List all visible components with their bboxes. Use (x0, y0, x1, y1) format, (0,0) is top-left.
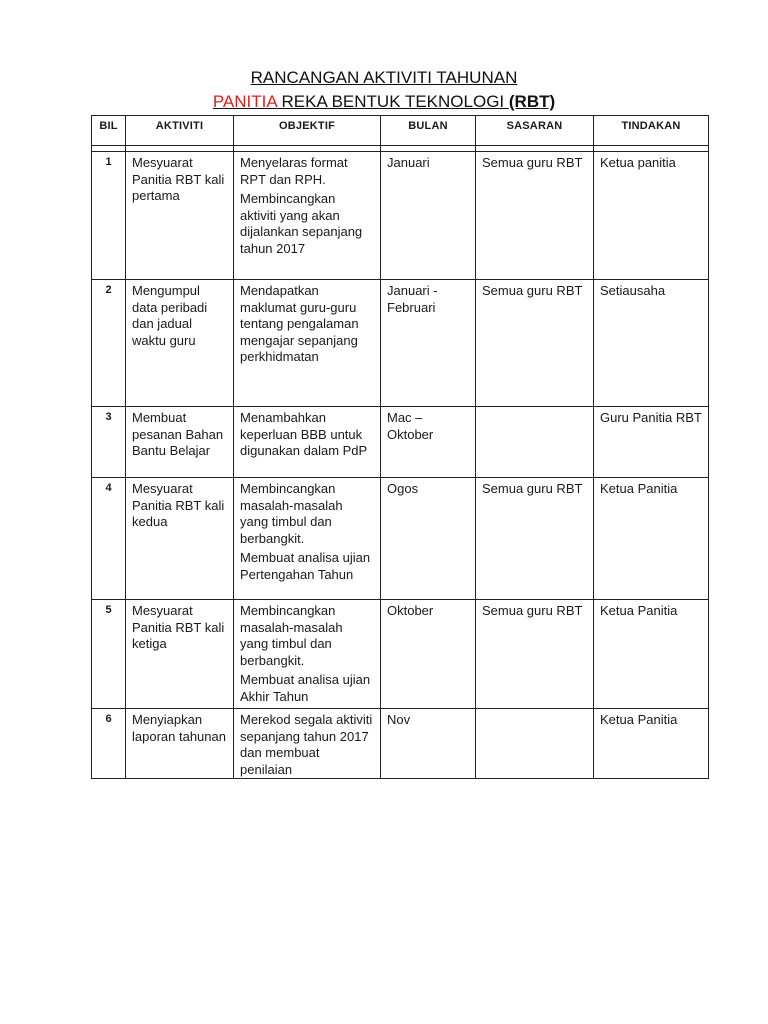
table-header-row (92, 116, 709, 146)
objektif-text: Merekod segala aktiviti sepanjang tahun 2017 dan membuat penilaian (240, 712, 373, 777)
cell-bil: 2 (92, 280, 126, 407)
objektif-text: Mendapatkan maklumat guru-guru tentang pengalaman mengajar sepanjang perkhidmatan (240, 283, 359, 364)
cell-sasaran: Semua guru RBT (476, 478, 594, 600)
table-row (92, 280, 709, 407)
table-row (92, 709, 709, 779)
cell-aktiviti: Mesyuarat Panitia RBT kali ketiga (126, 600, 234, 709)
objektif-text: Membuat analisa ujian Akhir Tahun (240, 672, 371, 704)
cell-bil: 3 (92, 407, 126, 478)
cell-tindakan: Ketua Panitia (594, 478, 709, 600)
cell-aktiviti: Mengumpul data peribadi dan jadual waktu guru (126, 280, 234, 407)
cell-objektif (234, 709, 381, 779)
header-objektif: OBJEKTIF (234, 116, 381, 146)
title-line-1: RANCANGAN AKTIVITI TAHUNAN (250, 68, 518, 87)
cell-aktiviti: Menyiapkan laporan tahunan (126, 709, 234, 779)
header-bulan: BULAN (381, 116, 476, 146)
cell-objektif (234, 280, 381, 407)
cell-tindakan: Setiausaha (594, 280, 709, 407)
cell-bulan: Ogos (381, 478, 476, 600)
objektif-text: Membincangkan aktiviti yang akan dijalankan sepanjang tahun 2017 (240, 191, 363, 256)
cell-objektif (234, 407, 381, 478)
cell-tindakan: Ketua panitia (594, 152, 709, 280)
objektif-text: Membincangkan masalah-masalah yang timbul dan berbangkit. (240, 481, 343, 546)
cell-tindakan: Ketua Panitia (594, 709, 709, 779)
objektif-text: Membincangkan masalah-masalah yang timbul dan berbangkit. (240, 603, 343, 668)
title-subject: REKA BENTUK TEKNOLOGI (276, 92, 509, 111)
table-row (92, 407, 709, 478)
header-bil: BIL (92, 116, 126, 146)
table-row (92, 152, 709, 280)
cell-tindakan: Guru Panitia RBT (594, 407, 709, 478)
header-aktiviti: AKTIVITI (126, 116, 234, 146)
cell-aktiviti: Mesyuarat Panitia RBT kali kedua (126, 478, 234, 600)
cell-sasaran (476, 407, 594, 478)
cell-sasaran: Semua guru RBT (476, 600, 594, 709)
objektif-text: Membuat analisa ujian Pertengahan Tahun (240, 550, 371, 582)
cell-bil: 6 (92, 709, 126, 779)
table-row (92, 600, 709, 709)
cell-tindakan: Ketua Panitia (594, 600, 709, 709)
cell-bil: 1 (92, 152, 126, 280)
activity-plan-table (91, 115, 709, 779)
cell-bulan: Januari - Februari (381, 280, 476, 407)
title-abbreviation: (RBT) (508, 92, 556, 111)
cell-bulan: Mac – Oktober (381, 407, 476, 478)
header-tindakan: TINDAKAN (594, 116, 709, 146)
table-row (92, 478, 709, 600)
cell-sasaran: Semua guru RBT (476, 152, 594, 280)
cell-aktiviti: Mesyuarat Panitia RBT kali pertama (126, 152, 234, 280)
objektif-text: Menambahkan keperluan BBB untuk digunakan dalam PdP (240, 410, 368, 458)
title-line-2 (0, 90, 768, 114)
objektif-text: Menyelaras format RPT dan RPH. (240, 155, 348, 187)
cell-bil: 5 (92, 600, 126, 709)
cell-bulan: Oktober (381, 600, 476, 709)
header-sasaran: SASARAN (476, 116, 594, 146)
cell-sasaran: Semua guru RBT (476, 280, 594, 407)
title-panitia: PANITIA (212, 92, 277, 111)
cell-bulan: Nov (381, 709, 476, 779)
cell-sasaran (476, 709, 594, 779)
cell-bulan: Januari (381, 152, 476, 280)
document-title (0, 66, 768, 114)
cell-aktiviti: Membuat pesanan Bahan Bantu Belajar (126, 407, 234, 478)
cell-objektif (234, 152, 381, 280)
cell-bil: 4 (92, 478, 126, 600)
cell-objektif (234, 478, 381, 600)
cell-objektif (234, 600, 381, 709)
